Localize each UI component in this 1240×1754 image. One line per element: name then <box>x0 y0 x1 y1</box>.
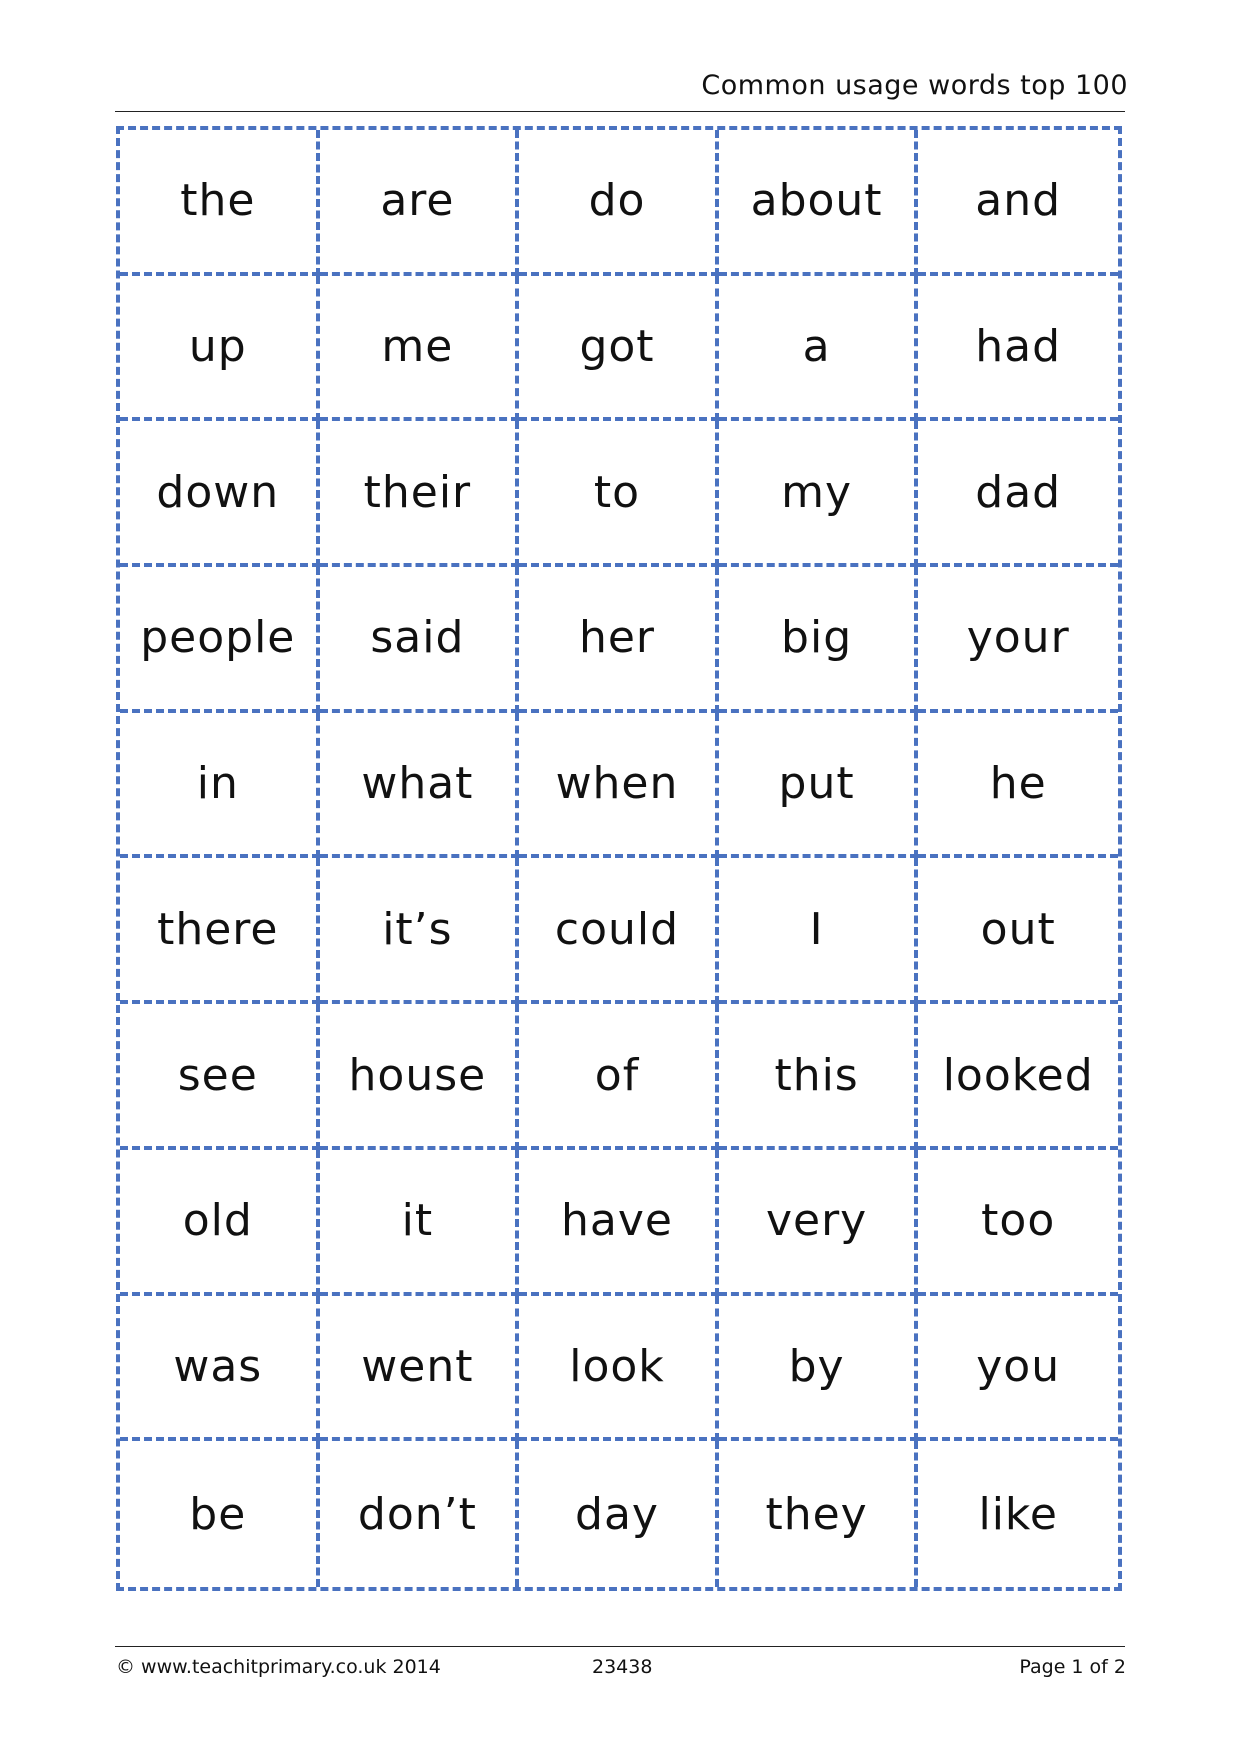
word-card: are <box>320 130 520 276</box>
word-card: it’s <box>320 858 520 1004</box>
word-card: looked <box>918 1004 1118 1150</box>
word-card: their <box>320 421 520 567</box>
word-card: look <box>519 1296 719 1442</box>
word-card: there <box>120 858 320 1004</box>
word-card: don’t <box>320 1441 520 1587</box>
word-card: and <box>918 130 1118 276</box>
word-card: said <box>320 567 520 713</box>
word-card: out <box>918 858 1118 1004</box>
word-card: up <box>120 276 320 422</box>
word-card: have <box>519 1150 719 1296</box>
word-card: put <box>719 713 919 859</box>
footer-resource-code: 23438 <box>592 1656 653 1678</box>
word-card: your <box>918 567 1118 713</box>
footer-page-number: Page 1 of 2 <box>1019 1656 1126 1678</box>
word-card: they <box>719 1441 919 1587</box>
word-card: this <box>719 1004 919 1150</box>
word-card: about <box>719 130 919 276</box>
word-card: could <box>519 858 719 1004</box>
word-card: got <box>519 276 719 422</box>
word-card: her <box>519 567 719 713</box>
page-title: Common usage words top 100 <box>701 70 1128 101</box>
word-card: day <box>519 1441 719 1587</box>
word-card: old <box>120 1150 320 1296</box>
header-divider <box>115 111 1125 112</box>
word-card: of <box>519 1004 719 1150</box>
word-card: people <box>120 567 320 713</box>
word-card: me <box>320 276 520 422</box>
word-card: see <box>120 1004 320 1150</box>
word-card: by <box>719 1296 919 1442</box>
word-card: it <box>320 1150 520 1296</box>
word-card: down <box>120 421 320 567</box>
word-card: what <box>320 713 520 859</box>
word-card: do <box>519 130 719 276</box>
word-card-grid <box>116 126 1122 1591</box>
word-card: my <box>719 421 919 567</box>
word-card: be <box>120 1441 320 1587</box>
word-card: was <box>120 1296 320 1442</box>
word-card: when <box>519 713 719 859</box>
word-card: like <box>978 1488 1058 1540</box>
word-card: went <box>320 1296 520 1442</box>
word-card: the <box>120 130 320 276</box>
word-card: big <box>719 567 919 713</box>
word-card: too <box>918 1150 1118 1296</box>
footer-copyright: © www.teachitprimary.co.uk 2014 <box>116 1656 441 1678</box>
word-card: a <box>719 276 919 422</box>
word-card: I <box>719 858 919 1004</box>
word-card: to <box>519 421 719 567</box>
word-card: very <box>719 1150 919 1296</box>
word-card: house <box>320 1004 520 1150</box>
word-card: had <box>918 276 1118 422</box>
word-card: dad <box>918 421 1118 567</box>
word-card: he <box>918 713 1118 859</box>
word-card: you <box>918 1296 1118 1442</box>
word-card: in <box>120 713 320 859</box>
footer-divider <box>115 1646 1125 1647</box>
